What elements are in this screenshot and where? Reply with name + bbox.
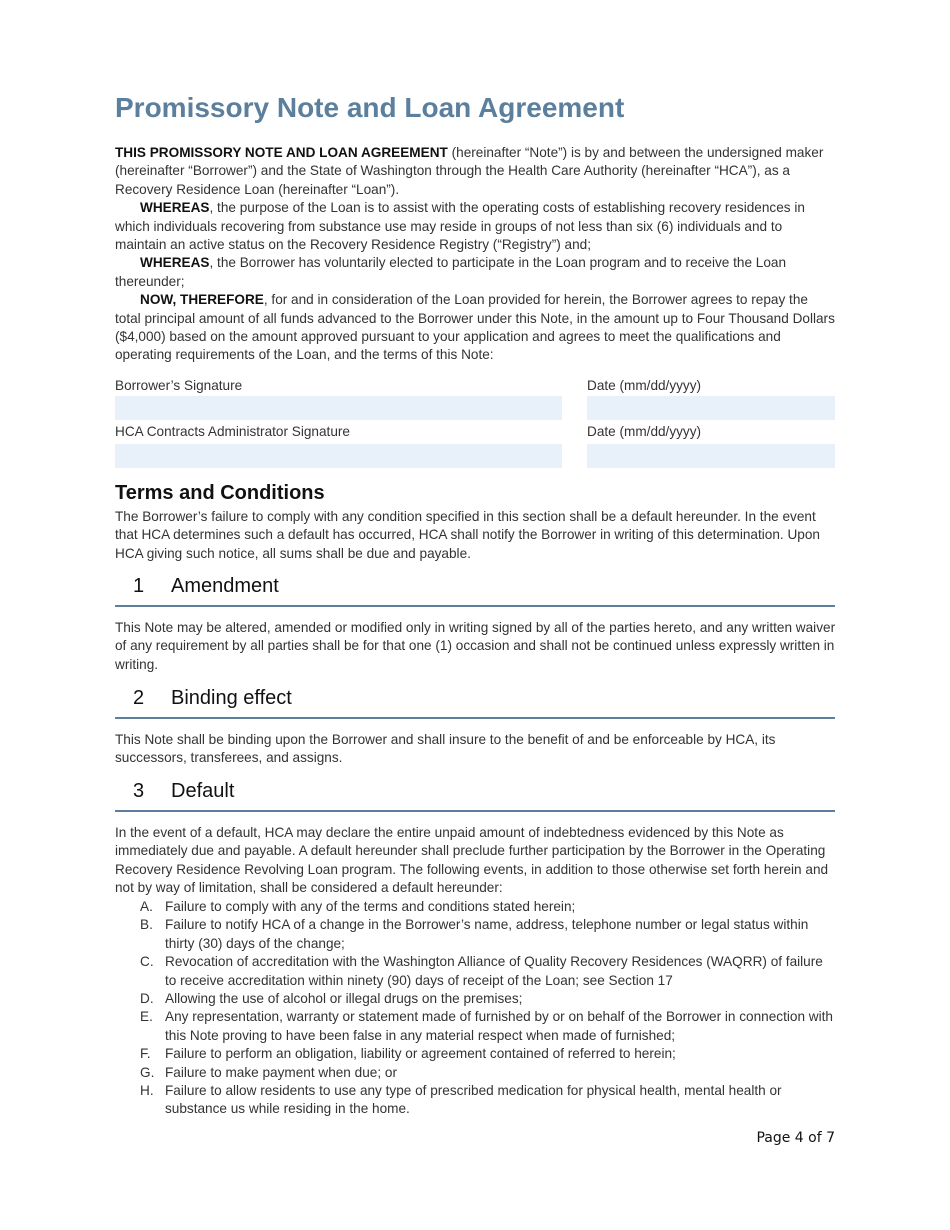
intro-bold-lead: THIS PROMISSORY NOTE AND LOAN AGREEMENT — [115, 145, 448, 160]
section-heading-default — [115, 780, 835, 812]
section-number: 3 — [133, 780, 145, 802]
default-events-list — [115, 898, 837, 1119]
borrower-date-label: Date (mm/dd/yyyy) — [587, 378, 702, 393]
hca-date-field[interactable] — [587, 444, 835, 468]
list-item-text: Failure to notify HCA of a change in the Borrower’s name, address, telephone number or legal status within thirty (30) days of the change; — [165, 917, 809, 951]
section-heading-binding-effect — [115, 687, 835, 719]
terms-text: The Borrower’s failure to comply with any condition specified in this section shall be a default hereunder. In the event that HCA determines such a default has occurred, HCA shall notify the Borrower in writing of this determination. Upon HCA giving such notice, all sums shall be due and payable. — [115, 509, 820, 561]
section-heading-amendment — [115, 575, 835, 607]
list-item-text: Revocation of accreditation with the Washington Alliance of Quality Recovery Residences (WAQRR) of failure to receive accreditation within ninety (90) days of receipt of the Loan; see Section 17 — [165, 954, 823, 988]
intro-block — [115, 144, 837, 365]
list-item-text: Any representation, warranty or statement made of furnished by or on behalf of the Borrower in connection with this Note proving to have been false in any material respect when made of furnished; — [165, 1009, 833, 1043]
whereas-election-text: , the Borrower has voluntarily elected to participate in the Loan program and to receive the Loan thereunder; — [115, 255, 787, 289]
list-item — [115, 953, 837, 990]
now-therefore-paragraph — [115, 291, 837, 365]
list-item — [115, 1064, 837, 1082]
page-number: Page 4 of 7 — [756, 1130, 835, 1146]
list-marker: G. — [140, 1064, 155, 1080]
list-item-text: Failure to comply with any of the terms and conditions stated herein; — [165, 899, 576, 914]
binding-effect-text: This Note shall be binding upon the Borrower and shall insure to the benefit of and be enforceable by HCA, its successors, transferees, and assigns. — [115, 732, 776, 766]
list-item-text: Failure to allow residents to use any type of prescribed medication for physical health, mental health or substance us while residing in the home. — [165, 1083, 782, 1117]
hca-signature-label: HCA Contracts Administrator Signature — [115, 424, 350, 439]
terms-heading: Terms and Conditions — [115, 482, 325, 504]
whereas-purpose-text: , the purpose of the Loan is to assist with the operating costs of establishing recovery residences in which individuals recovering from substance use may reside in groups of not less than six (6) individuals and to maintain an active status on the Recovery Residence Registry (“Registry”) and; — [115, 200, 805, 253]
section-number: 2 — [133, 687, 145, 709]
list-item-text: Failure to perform an obligation, liability or agreement contained of referred to herein; — [165, 1046, 676, 1062]
amendment-text: This Note may be altered, amended or modified only in writing signed by all of the parties hereto, and any written waiver of any requirement by all parties shall be for that one (1) occasion and shall not be continued unless expressly written in writing. — [115, 620, 836, 672]
borrower-date-field[interactable] — [587, 396, 835, 420]
list-marker: C. — [140, 954, 154, 970]
list-item — [115, 1045, 837, 1063]
list-marker: E. — [140, 1009, 153, 1025]
now-therefore-bold: NOW, THEREFORE — [140, 292, 264, 308]
hca-signature-field[interactable] — [115, 444, 562, 468]
section-number: 1 — [133, 575, 145, 597]
section-title: Default — [171, 780, 235, 802]
list-item — [115, 916, 837, 953]
list-item — [115, 990, 837, 1008]
list-marker: B. — [140, 917, 153, 933]
list-marker: D. — [140, 991, 154, 1007]
intro-paragraph — [115, 144, 837, 199]
list-item — [115, 898, 837, 916]
whereas-election-paragraph — [115, 254, 837, 291]
list-marker: H. — [140, 1083, 154, 1099]
section-title: Amendment — [171, 575, 279, 597]
whereas-bold: WHEREAS — [140, 255, 210, 271]
list-item-text: Allowing the use of alcohol or illegal drugs on the premises; — [165, 991, 523, 1007]
whereas-purpose-paragraph — [115, 199, 837, 254]
section-title: Binding effect — [171, 687, 292, 709]
borrower-signature-label: Borrower’s Signature — [115, 378, 243, 393]
intro-text: (hereinafter “Note”) is by and between the undersigned maker (hereinafter “Borrower”) and the State of Washington through the Health Care Authority (hereinafter “HCA”), as a Recovery Residence Loan (hereinafter “Loan”). — [115, 145, 824, 197]
borrower-signature-field[interactable] — [115, 396, 562, 420]
list-marker: A. — [140, 899, 153, 914]
list-marker: F. — [140, 1046, 151, 1062]
list-item — [115, 1008, 837, 1045]
whereas-bold: WHEREAS — [140, 200, 210, 216]
hca-date-label: Date (mm/dd/yyyy) — [587, 424, 702, 439]
list-item — [115, 1082, 837, 1119]
now-therefore-text: , for and in consideration of the Loan provided for herein, the Borrower agrees to repay the total principal amount of all funds advanced to the Borrower under this Note, in the amount up to Four Thousand Dollars ($4,000) based on the amount approved pursuant to your application and agrees to meet the qualifications and operating requirements of the Loan, and the terms of this Note: — [115, 292, 835, 363]
page-title: Promissory Note and Loan Agreement — [115, 92, 625, 123]
default-text: In the event of a default, HCA may declare the entire unpaid amount of indebtedness evidenced by this Note as immediately due and payable. A default hereunder shall preclude further participation by the Borrower in the Operating Recovery Residence Revolving Loan program. The following events, in addition to those otherwise set forth herein and not by way of limitation, shall be considered a default hereunder: — [115, 825, 829, 896]
list-item-text: Failure to make payment when due; or — [165, 1064, 397, 1080]
